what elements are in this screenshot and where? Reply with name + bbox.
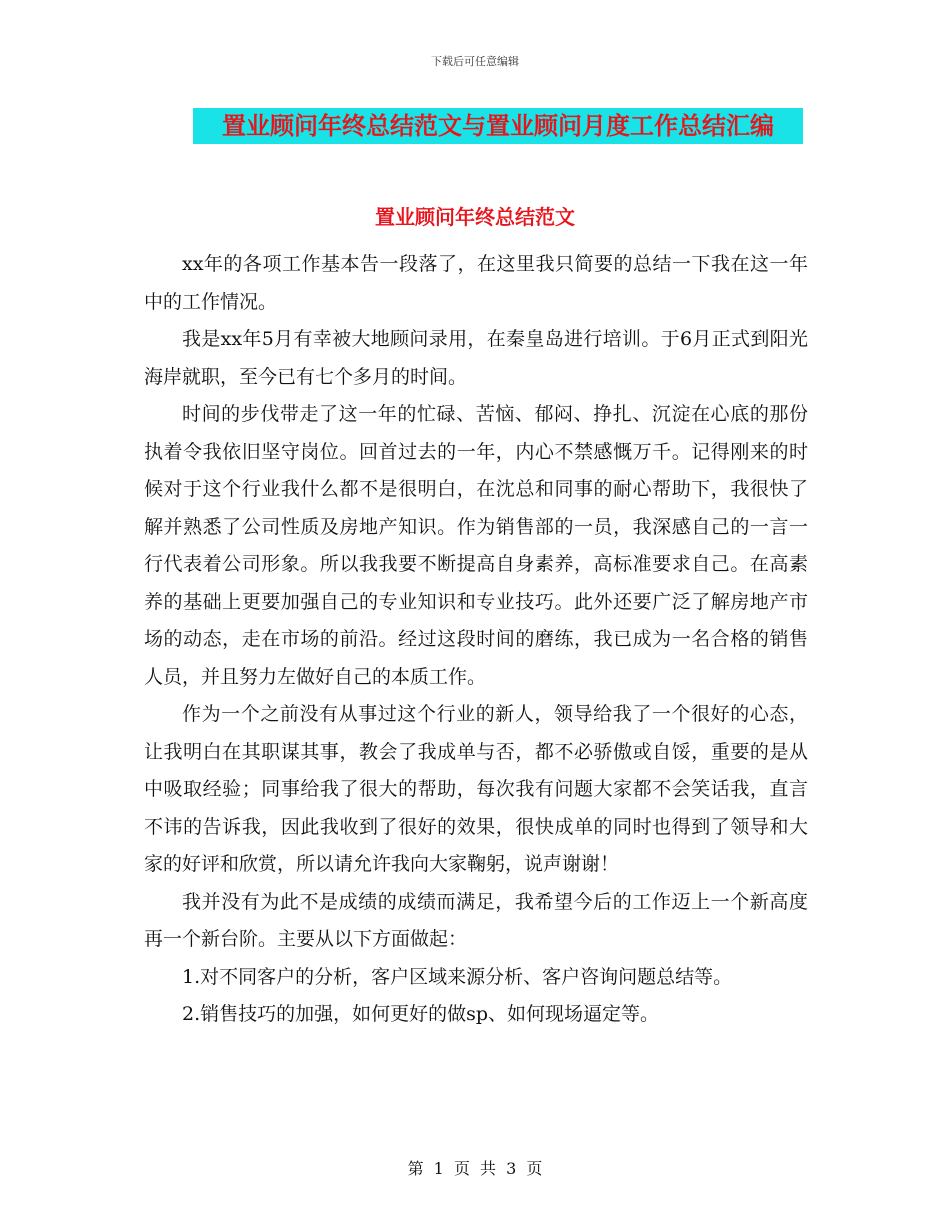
header-note: 下载后可任意编辑 — [431, 55, 519, 68]
paragraph-hiring: 我是xx年5月有幸被大地顾问录用，在秦皇岛进行培训。于6月正式到阳光海岸就职，至今已有七个多月的时间。 — [144, 328, 808, 388]
list-item-1: 1.对不同客户的分析，客户区域来源分析、客户咨询问题总结等。 — [182, 965, 733, 988]
document-body — [144, 246, 808, 1034]
document-main-title: 置业顾问年终总结范文与置业顾问月度工作总结汇编 — [193, 108, 803, 144]
paragraph-intro: xx年的各项工作基本告一段落了，在这里我只简要的总结一下我在这一年中的工作情况。 — [144, 253, 808, 313]
list-item-2: 2.销售技巧的加强，如何更好的做sp、如何现场逼定等。 — [182, 1003, 660, 1025]
paragraph-goals: 我并没有为此不是成绩的成绩而满足，我希望今后的工作迈上一个新高度再一个新台阶。主要从以下方面做起： — [144, 890, 808, 950]
paragraph-reflection: 时间的步伐带走了这一年的忙碌、苦恼、郁闷、挣扎、沉淀在心底的那份执着令我依旧坚守岗位。回首过去的一年，内心不禁感慨万千。记得刚来的时候对于这个行业我什么都不是很明白，在沈总和同事的耐心帮助下，我很快了解并熟悉了公司性质及房地产知识。作为销售部的一员，我深感自己的一言一行代表着公司形象。所以我我要不断提高自身素养，高标准要求自己。在高素养的基础上更要加强自己的专业知识和专业技巧。此外还要广泛了解房地产市场的动态，走在市场的前沿。经过这段时间的磨练，我已成为一名合格的销售人员，并且努力左做好自己的本质工作。 — [144, 403, 808, 688]
page-number-footer: 第 1 页 共 3 页 — [407, 1159, 543, 1178]
section-title: 置业顾问年终总结范文 — [375, 205, 575, 229]
paragraph-thanks: 作为一个之前没有从事过这个行业的新人，领导给我了一个很好的心态，让我明白在其职谋其事，教会了我成单与否，都不必骄傲或自馁，重要的是从中吸取经验；同事给我了很大的帮助，每次我有问题大家都不会笑话我，直言不讳的告诉我，因此我收到了很好的效果，很快成单的同时也得到了领导和大家的好评和欣赏，所以请允许我向大家鞠躬，说声谢谢！ — [144, 703, 808, 875]
